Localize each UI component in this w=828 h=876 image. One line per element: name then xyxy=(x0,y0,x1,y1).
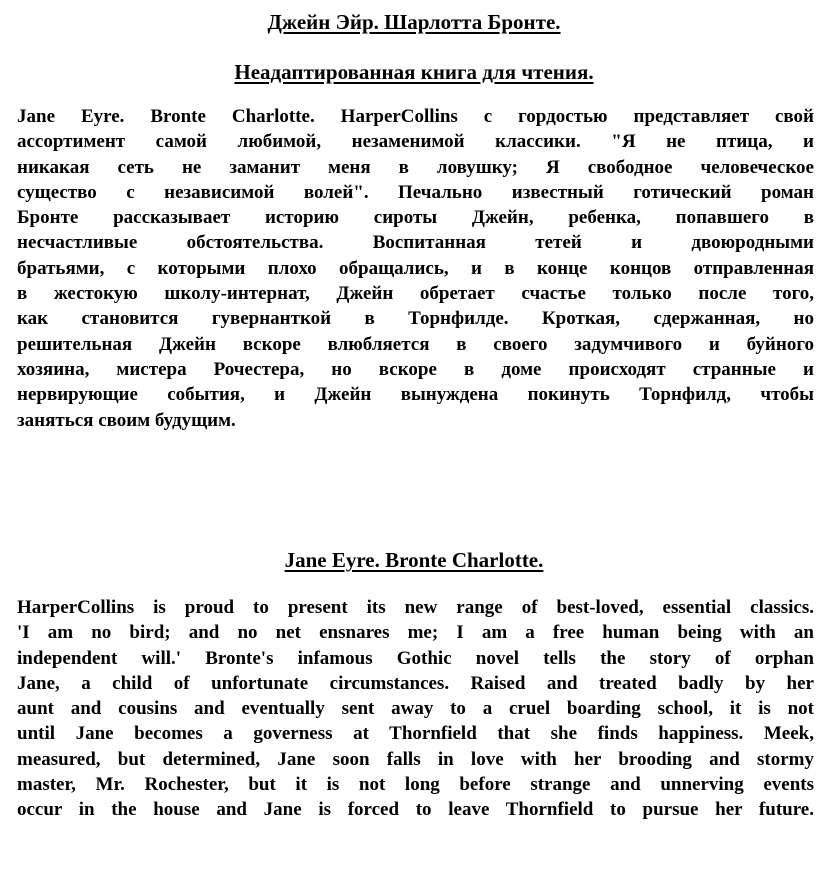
russian-description xyxy=(17,104,814,433)
description-line: нервирующие события, и Джейн вынуждена покинуть Торнфилд, чтобы xyxy=(17,384,814,406)
description-line: Jane Eyre. Bronte Charlotte. HarperCollins с гордостью представляет свой xyxy=(17,106,814,127)
description-line: independent will.' Bronte's infamous Gothic novel tells the story of orphan xyxy=(17,647,814,669)
english-description xyxy=(17,595,814,823)
description-line: никакая сеть не заманит меня в ловушку; Я свободное человеческое xyxy=(17,156,814,178)
description-line: в жестокую школу-интернат, Джейн обретает счастье только после того, xyxy=(17,283,814,305)
description-line: measured, but determined, Jane soon falls in love with her brooding and stormy xyxy=(17,748,814,770)
description-line: master, Mr. Rochester, but it is not long before strange and unnerving events xyxy=(17,774,814,796)
description-line: заняться своим будущим. xyxy=(17,409,236,431)
description-line: хозяина, мистера Рочестера, но вскоре в доме происходят странные и xyxy=(17,358,814,380)
description-line: решительная Джейн вскоре влюбляется в своего задумчивого и буйного xyxy=(17,333,814,355)
description-line: Бронте рассказывает историю сироты Джейн, ребенка, попавшего в xyxy=(17,207,814,229)
russian-title: Джейн Эйр. Шарлотта Бронте. xyxy=(267,10,561,34)
description-line: несчастливые обстоятельства. Воспитанная тетей и двоюродными xyxy=(17,232,814,254)
description-line: ассортимент самой любимой, незаменимой классики. "Я не птица, и xyxy=(17,131,814,153)
description-line: как становится гувернанткой в Торнфилде. Кроткая, сдержанная, но xyxy=(17,308,814,330)
description-line: братьями, с которыми плохо обращались, и в конце концов отправленная xyxy=(17,257,814,279)
description-line: 'I am no bird; and no net ensnares me; I am a free human being with an xyxy=(17,622,814,644)
description-line: until Jane becomes a governess at Thornfield that she finds happiness. Meek, xyxy=(17,723,814,745)
description-line: aunt and cousins and eventually sent away to a cruel boarding school, it is not xyxy=(17,698,814,720)
description-line: HarperCollins is proud to present its new range of best-loved, essential classics. xyxy=(17,597,814,618)
description-line: Jane, a child of unfortunate circumstances. Raised and treated badly by her xyxy=(17,672,814,694)
description-line: существо с независимой волей". Печально известный готический роман xyxy=(17,181,814,203)
russian-subtitle: Неадаптированная книга для чтения. xyxy=(234,60,594,84)
english-title: Jane Eyre. Bronte Charlotte. xyxy=(284,548,544,572)
description-line: occur in the house and Jane is forced to leave Thornfield to pursue her future. xyxy=(17,799,814,821)
